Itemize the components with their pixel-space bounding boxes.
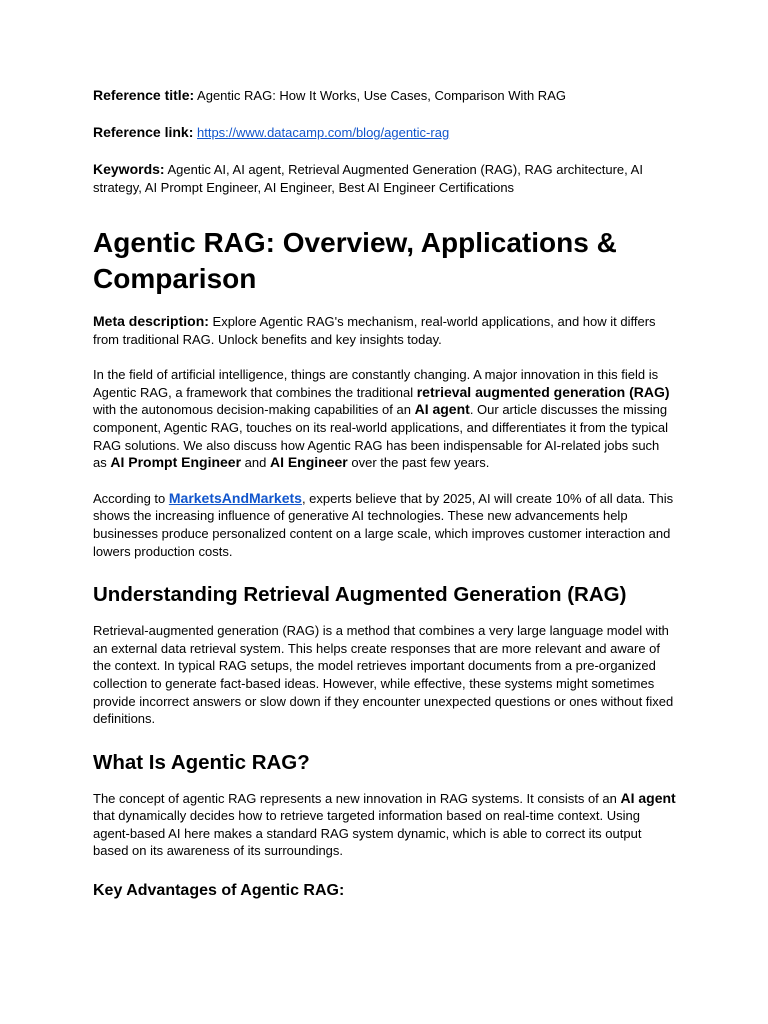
section-heading-agentic-rag: What Is Agentic RAG?	[93, 750, 310, 774]
intro-bold-prompt-engineer: AI Prompt Engineer	[110, 454, 242, 471]
reference-link-label: Reference link:	[93, 124, 194, 140]
keywords-line	[93, 160, 676, 197]
reference-link[interactable]: https://www.datacamp.com/blog/agentic-rag	[197, 125, 450, 140]
market-paragraph	[93, 490, 676, 560]
keywords-label: Keywords:	[93, 161, 165, 177]
meta-description-text: Explore Agentic RAG's mechanism, real-world applications, and how it differs from traditional RAG. Unlock benefits and key insights today.	[93, 314, 656, 347]
article-headline: Agentic RAG: Overview, Applications & Comparison	[93, 227, 617, 294]
intro-text-4: and	[241, 455, 270, 471]
intro-bold-ai-engineer: AI Engineer	[269, 454, 348, 471]
meta-description-label: Meta description:	[93, 313, 209, 329]
section-heading-advantages: Key Advantages of Agentic RAG:	[93, 882, 345, 900]
keywords-value: Agentic AI, AI agent, Retrieval Augmented Generation (RAG), RAG architecture, AI strategy, AI Prompt Engineer, AI Engineer, Best AI Engineer Certifications	[93, 162, 643, 195]
agentic-text-1: The concept of agentic RAG represents a new innovation in RAG systems. It consists of an	[93, 790, 621, 806]
intro-bold-ai-agent: AI agent	[414, 401, 470, 418]
rag-paragraph: Retrieval-augmented generation (RAG) is a method that combines a very large language model with an external data retrieval system. This helps create responses that are more relevant and aware of the context. In typical RAG setups, the model retrieves important documents from a pre-organized collection to generate fact-based ideas. However, while effective, these systems might sometimes provide incorrect answers or slow down if they encounter unexpected questions or ones without fixed definitions.	[93, 623, 674, 727]
intro-text-3: . Our article discusses the missing component, Agentic RAG, touches on its real-world applications, and differentiates it from the typical RAG solutions. We also discuss how Agentic RAG has been indispensable for AI-related jobs such as	[93, 402, 668, 471]
intro-text-2: with the autonomous decision-making capabilities of an	[93, 402, 415, 418]
meta-description	[93, 313, 676, 348]
intro-text-5: over the past few years.	[347, 455, 490, 471]
reference-title-value: Agentic RAG: How It Works, Use Cases, Comparison With RAG	[194, 88, 566, 103]
agentic-bold-ai-agent: AI agent	[620, 789, 676, 806]
reference-link-line	[93, 123, 676, 142]
intro-paragraph	[93, 366, 676, 472]
section-heading-rag: Understanding Retrieval Augmented Generation (RAG)	[93, 583, 627, 607]
agentic-text-2: that dynamically decides how to retrieve targeted information based on real-time context. Using agent-based AI here makes a standard RAG system dynamic, which is able to correct its output based on its awareness of its surroundings.	[93, 808, 642, 859]
intro-text-1: In the field of artificial intelligence, things are constantly changing. A major innovation in this field is Agentic RAG, a framework that combines the traditional	[93, 367, 659, 400]
reference-title-label: Reference title:	[93, 87, 195, 103]
marketsandmarkets-link[interactable]: MarketsAndMarkets	[168, 489, 302, 506]
market-text-2: , experts believe that by 2025, AI will create 10% of all data. This shows the increasing influence of generative AI technologies. These new advancements help businesses produce personalized content on a large scale, which improves customer interaction and lowers production costs.	[93, 490, 674, 559]
agentic-rag-paragraph	[93, 790, 676, 860]
reference-title-line	[93, 86, 676, 105]
market-text-1: According to	[93, 490, 169, 506]
intro-bold-rag: retrieval augmented generation (RAG)	[416, 383, 670, 400]
